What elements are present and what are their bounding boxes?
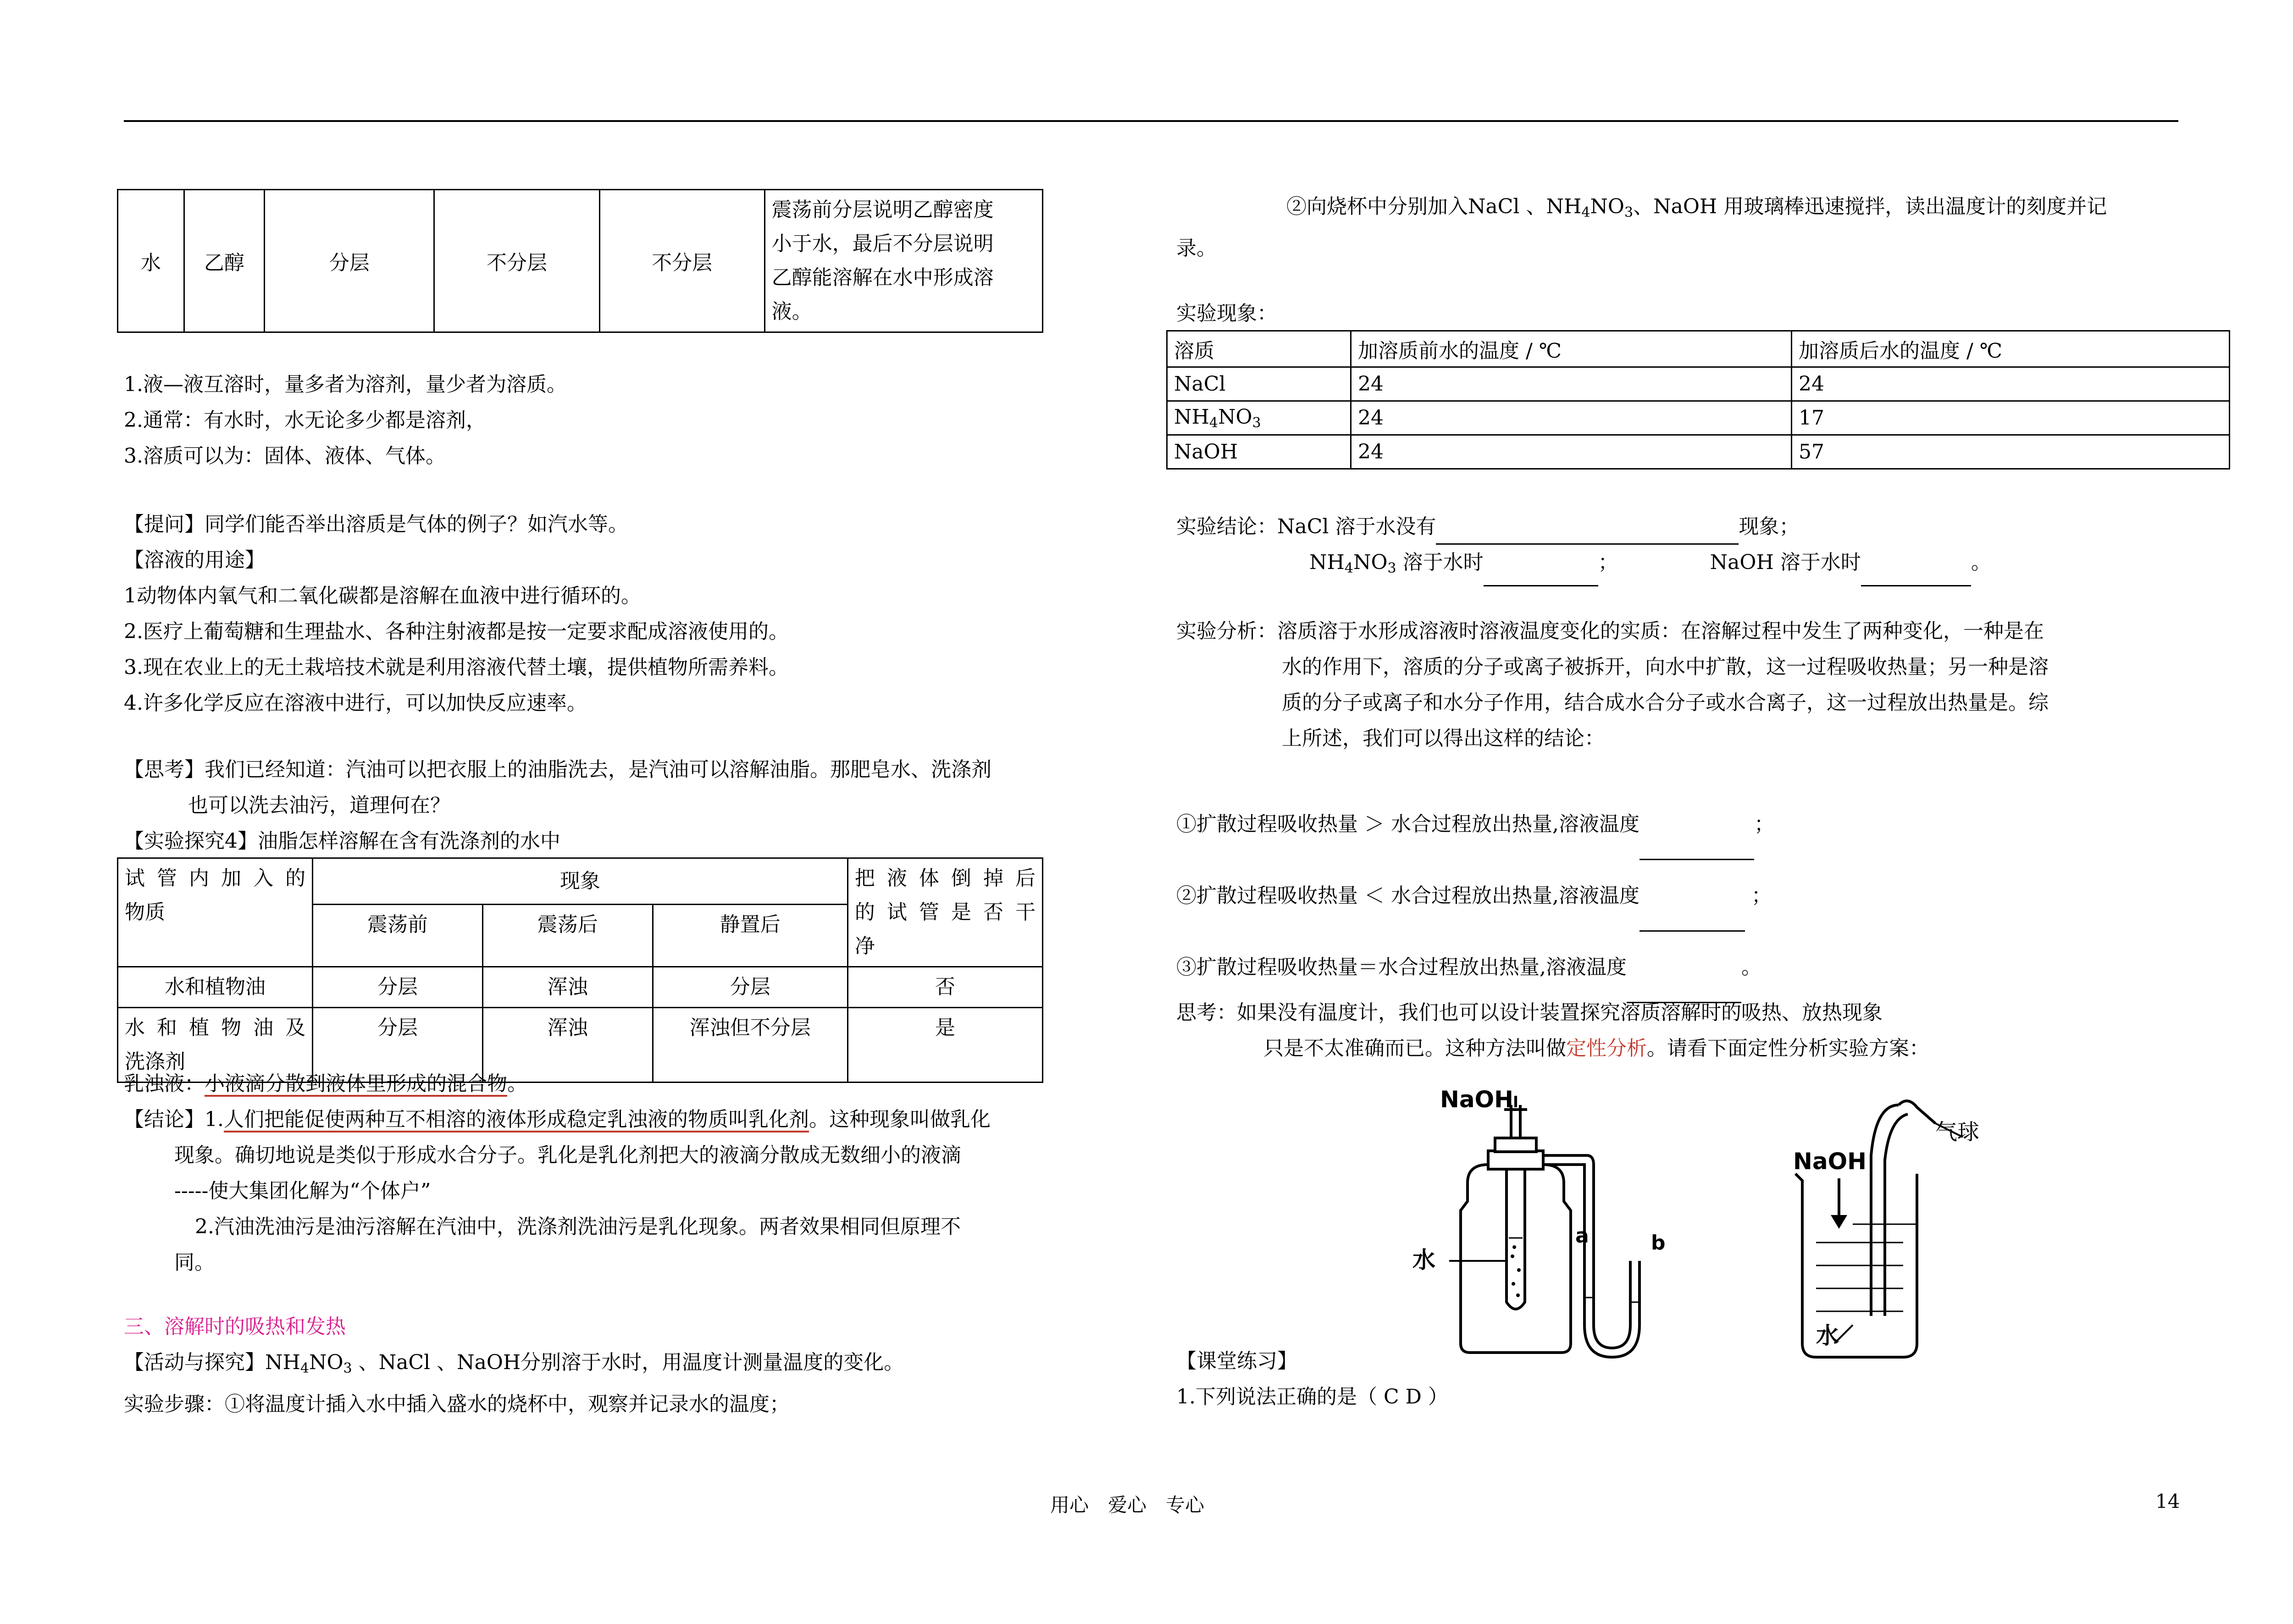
temp-before: 24: [1351, 401, 1792, 435]
text-part: ；: [1598, 551, 1618, 574]
water-label-left: 水: [1412, 1247, 1435, 1273]
conclusion-p2-line: 2.汽油洗油污是油污溶解在汽油中，洗涤剂洗油污是乳化现象。两者效果相同但原理不: [195, 1215, 961, 1238]
text-part: NO: [1590, 195, 1624, 218]
text-part: NaOH: [1174, 440, 1238, 464]
temp-header: 加溶质前水的温度 / ℃: [1351, 331, 1792, 367]
text-part: 。: [1741, 956, 1761, 979]
rule-line: 3.溶质可以为：固体、液体、气体。: [124, 444, 446, 468]
temp-header: 加溶质后水的温度 / ℃: [1792, 331, 2230, 367]
temp-before: 24: [1351, 435, 1792, 469]
u-tube-label-b: b: [1651, 1231, 1666, 1254]
text-part: NaOH 溶于水时: [1710, 551, 1861, 574]
section3-block: [124, 1309, 904, 1422]
table-cell: 分层: [313, 1008, 483, 1083]
conclusion-p2-line: 同。: [174, 1251, 215, 1274]
step2-block: [1176, 189, 2107, 266]
text-part: 、NaOH 用玻璃棒迅速搅拌，读出温度计的刻度并记: [1633, 195, 2107, 218]
temp-after: 17: [1792, 401, 2230, 435]
use-line: 1动物体内氧气和二氧化碳都是溶解在血液中进行循环的。: [124, 584, 641, 608]
rule-line: 1.液—液互溶时，量多者为溶剂，量少者为溶质。: [124, 373, 567, 396]
activity-line: [124, 1345, 904, 1386]
analysis-line: 上所述，我们可以得出这样的结论：: [1282, 727, 1605, 750]
text-part: 。请看下面定性分析实验方案：: [1647, 1037, 1929, 1060]
think2-block: [1176, 995, 1929, 1066]
emulsion-block: [124, 1066, 991, 1281]
table-cell: 分层: [313, 967, 483, 1008]
text-part: NH: [1174, 405, 1209, 429]
row-name: 水和植物油: [118, 967, 313, 1008]
apparatus-figure: [1412, 1087, 2009, 1380]
answer-blank[interactable]: [1436, 520, 1739, 545]
table-cell-note: [764, 190, 1042, 332]
case-line: [1176, 789, 1774, 860]
solute-cell: [1167, 367, 1351, 401]
exp-conclusion-block: [1176, 509, 1991, 586]
rule-line: 2.通常：有水时，水无论多少都是溶剂，: [124, 409, 486, 432]
subscript: 4: [1344, 560, 1353, 576]
conclusion-line: [124, 1102, 991, 1138]
header-line: 的试管是否干: [854, 900, 1036, 924]
highlight-term: 定性分析: [1566, 1037, 1647, 1060]
text-part: 只是不太准确而已。这种方法叫做: [1263, 1037, 1566, 1060]
u-tube-label-a: a: [1575, 1224, 1589, 1248]
uses-title: 【溶液的用途】: [124, 548, 265, 572]
text-part: 、NaCl 、NaOH分别溶于水时，用温度计测量温度的变化。: [352, 1351, 904, 1374]
text-part: ②向烧杯中分别加入NaCl 、NH: [1286, 195, 1582, 218]
practice-question: 1.下列说法正确的是（ C D ）: [1176, 1385, 1448, 1409]
text-part: 溶于水时: [1396, 551, 1484, 574]
header-line: 净: [854, 934, 875, 958]
answer-blank[interactable]: [1484, 562, 1598, 586]
header-before: 震荡前: [313, 904, 483, 967]
table-cell: 否: [847, 967, 1042, 1008]
think2-line: [1176, 1031, 1929, 1066]
think-block: [124, 752, 991, 859]
use-line: 4.许多化学反应在溶液中进行，可以加快反应速率。: [124, 691, 587, 715]
think-line: 也可以洗去油污，道理何在？: [188, 794, 450, 817]
question-line: 【提问】同学们能否举出溶质是气体的例子？如汽水等。: [124, 513, 628, 536]
text-part: 实验结论：NaCl 溶于水没有: [1176, 515, 1436, 538]
rules-block: [124, 367, 567, 474]
temperature-table: [1166, 330, 2230, 470]
conclusion-label: 【结论】1.: [124, 1108, 224, 1131]
case-line: [1176, 932, 1774, 1003]
water-label-right: 水: [1816, 1322, 1839, 1349]
header-line: 物质: [125, 900, 165, 924]
text-part: 。: [1971, 551, 1991, 574]
table-cell: 乙醇: [184, 190, 264, 332]
conclusion-rest: 。这种现象叫做乳化: [809, 1108, 991, 1131]
table-cell: 不分层: [599, 190, 764, 332]
table-cell: 分层: [653, 967, 847, 1008]
answer-blank[interactable]: [1639, 907, 1745, 932]
table-cell: 是: [847, 1008, 1042, 1083]
conclusion-line: 现象。确切地说是类似于形成水合分子。乳化是乳化剂把大的液滴分散成无数细小的液滴: [174, 1143, 961, 1167]
header-clean: [847, 858, 1042, 967]
text-part: ①扩散过程吸收热量 ＞ 水合过程放出热量,溶液温度: [1176, 812, 1639, 836]
analysis-block: [1176, 613, 2049, 757]
row-name-line: 水和植物油及: [125, 1016, 306, 1039]
section3-title: 三、溶解时的吸热和发热: [124, 1315, 346, 1338]
subscript: 3: [1387, 560, 1396, 576]
naoh-label-left: NaOH: [1440, 1087, 1513, 1113]
temp-after: 57: [1792, 435, 2230, 469]
uses-block: [124, 507, 789, 721]
table-cell: 浑浊但不分层: [653, 1008, 847, 1083]
text-part: 【活动与探究】NH: [124, 1351, 300, 1374]
table-cell: 浑浊: [482, 967, 653, 1008]
phenomenon-title: 实验现象：: [1176, 302, 1277, 325]
balloon-label: 气球: [1935, 1119, 1980, 1145]
step2-line: 录。: [1176, 237, 1217, 260]
text-part: NO: [309, 1351, 343, 1374]
page-number: 14: [2155, 1490, 2180, 1513]
header-settled: 静置后: [653, 904, 847, 967]
note-line: 液。: [771, 300, 812, 323]
text-part: ③扩散过程吸收热量＝水合过程放出热量,溶液温度: [1176, 956, 1627, 979]
note-line: 震荡前分层说明乙醇密度: [771, 198, 994, 221]
answer-blank[interactable]: [1639, 836, 1754, 860]
emulsion-definition: 小液滴分散到液体里形成的混合物: [205, 1072, 507, 1095]
analysis-line: 实验分析：溶质溶于水形成溶液时溶液温度变化的实质：在溶解过程中发生了两种变化，一种是在: [1176, 619, 2044, 643]
solute-cell: [1167, 401, 1351, 435]
row-name-line: 洗涤剂: [125, 1050, 185, 1073]
conclusion-underlined: 人们把能促使两种互不相溶的液体形成稳定乳浊液的物质叫乳化剂: [223, 1108, 809, 1131]
step1-line: 实验步骤：①将温度计插入水中插入盛水的烧杯中，观察并记录水的温度；: [124, 1392, 790, 1416]
emulsion-label: 乳浊液：: [124, 1072, 205, 1095]
think2-line: 思考：如果没有温度计，我们也可以设计装置探究溶质溶解时的吸热、放热现象: [1176, 1001, 1883, 1024]
use-line: 2.医疗上葡萄糖和生理盐水、各种注射液都是按一定要求配成溶液使用的。: [124, 620, 789, 643]
subscript: 3: [1624, 204, 1634, 221]
emulsion-line: [124, 1066, 991, 1102]
left-tube-dots: [1511, 1245, 1521, 1297]
case-line: [1176, 860, 1774, 932]
table-cell: 不分层: [434, 190, 599, 332]
text-part: ；: [1745, 884, 1772, 907]
conclusion-line-1: [1176, 509, 1991, 545]
exp4-table: [117, 857, 1043, 1083]
text-part: ；: [1754, 812, 1774, 836]
use-line: 3.现在农业上的无土栽培技术就是利用溶液代替土壤，提供植物所需养料。: [124, 656, 789, 679]
header-phenomenon: 现象: [313, 858, 848, 905]
exp4-title: 【实验探究4】油脂怎样溶解在含有洗涤剂的水中: [124, 829, 560, 853]
conclusion-line-2: [1176, 545, 1991, 586]
temp-header: 溶质: [1167, 331, 1351, 367]
footer-motto: 用心 爱心 专心: [1050, 1494, 1205, 1516]
left-apparatus: [1449, 1096, 1639, 1357]
answer-blank[interactable]: [1861, 562, 1971, 586]
subscript: 4: [1581, 204, 1590, 221]
subscript: 4: [1209, 414, 1218, 431]
text-part: 现象；: [1739, 515, 1800, 538]
header-after: 震荡后: [482, 904, 653, 967]
table-cell: 分层: [265, 190, 434, 332]
note-line: 小于水，最后不分层说明: [771, 232, 994, 255]
step2-line: [1176, 189, 2107, 231]
header-line: 把液体倒掉后: [854, 867, 1036, 890]
temp-before: 24: [1351, 367, 1792, 401]
analysis-line: 水的作用下，溶质的分子或离子被拆开，向水中扩散，这一过程吸收热量；另一种是溶: [1282, 655, 2049, 679]
arrow-head-icon: [1831, 1215, 1847, 1229]
practice-block: [1176, 1343, 1448, 1415]
text-part: NaCl: [1174, 372, 1226, 396]
practice-title: 【课堂练习】: [1176, 1349, 1297, 1373]
table-cell: 浑浊: [482, 1008, 653, 1083]
header-substance: [118, 858, 313, 967]
analysis-line: 质的分子或离子和水分子作用，结合成水合分子或水合离子，这一过程放出热量是。综: [1282, 691, 2049, 714]
subscript: 3: [1252, 414, 1261, 431]
ethanol-table: [117, 189, 1043, 333]
emulsion-end: 。: [507, 1072, 527, 1095]
temp-after: 24: [1792, 367, 2230, 401]
cases-block: [1176, 789, 1774, 1003]
table-cell: 水: [118, 190, 184, 332]
header-line: 试管内加入的: [125, 867, 306, 890]
text-part: ②扩散过程吸收热量 ＜ 水合过程放出热量,溶液温度: [1176, 884, 1639, 907]
text-part: NH: [1309, 551, 1345, 574]
subscript: 3: [343, 1360, 352, 1376]
text-part: NO: [1218, 405, 1252, 429]
naoh-label-right: NaOH: [1793, 1148, 1867, 1175]
text-part: NO: [1353, 551, 1388, 574]
header-rule: [124, 120, 2178, 122]
think-line: 【思考】我们已经知道：汽油可以把衣服上的油脂洗去，是汽油可以溶解油脂。那肥皂水、洗涤剂: [124, 758, 991, 781]
note-line: 乙醇能溶解在水中形成溶: [771, 266, 994, 289]
subscript: 4: [300, 1360, 309, 1376]
conclusion-line: -----使大集团化解为“个体户”: [174, 1179, 431, 1203]
solute-cell: [1167, 435, 1351, 469]
